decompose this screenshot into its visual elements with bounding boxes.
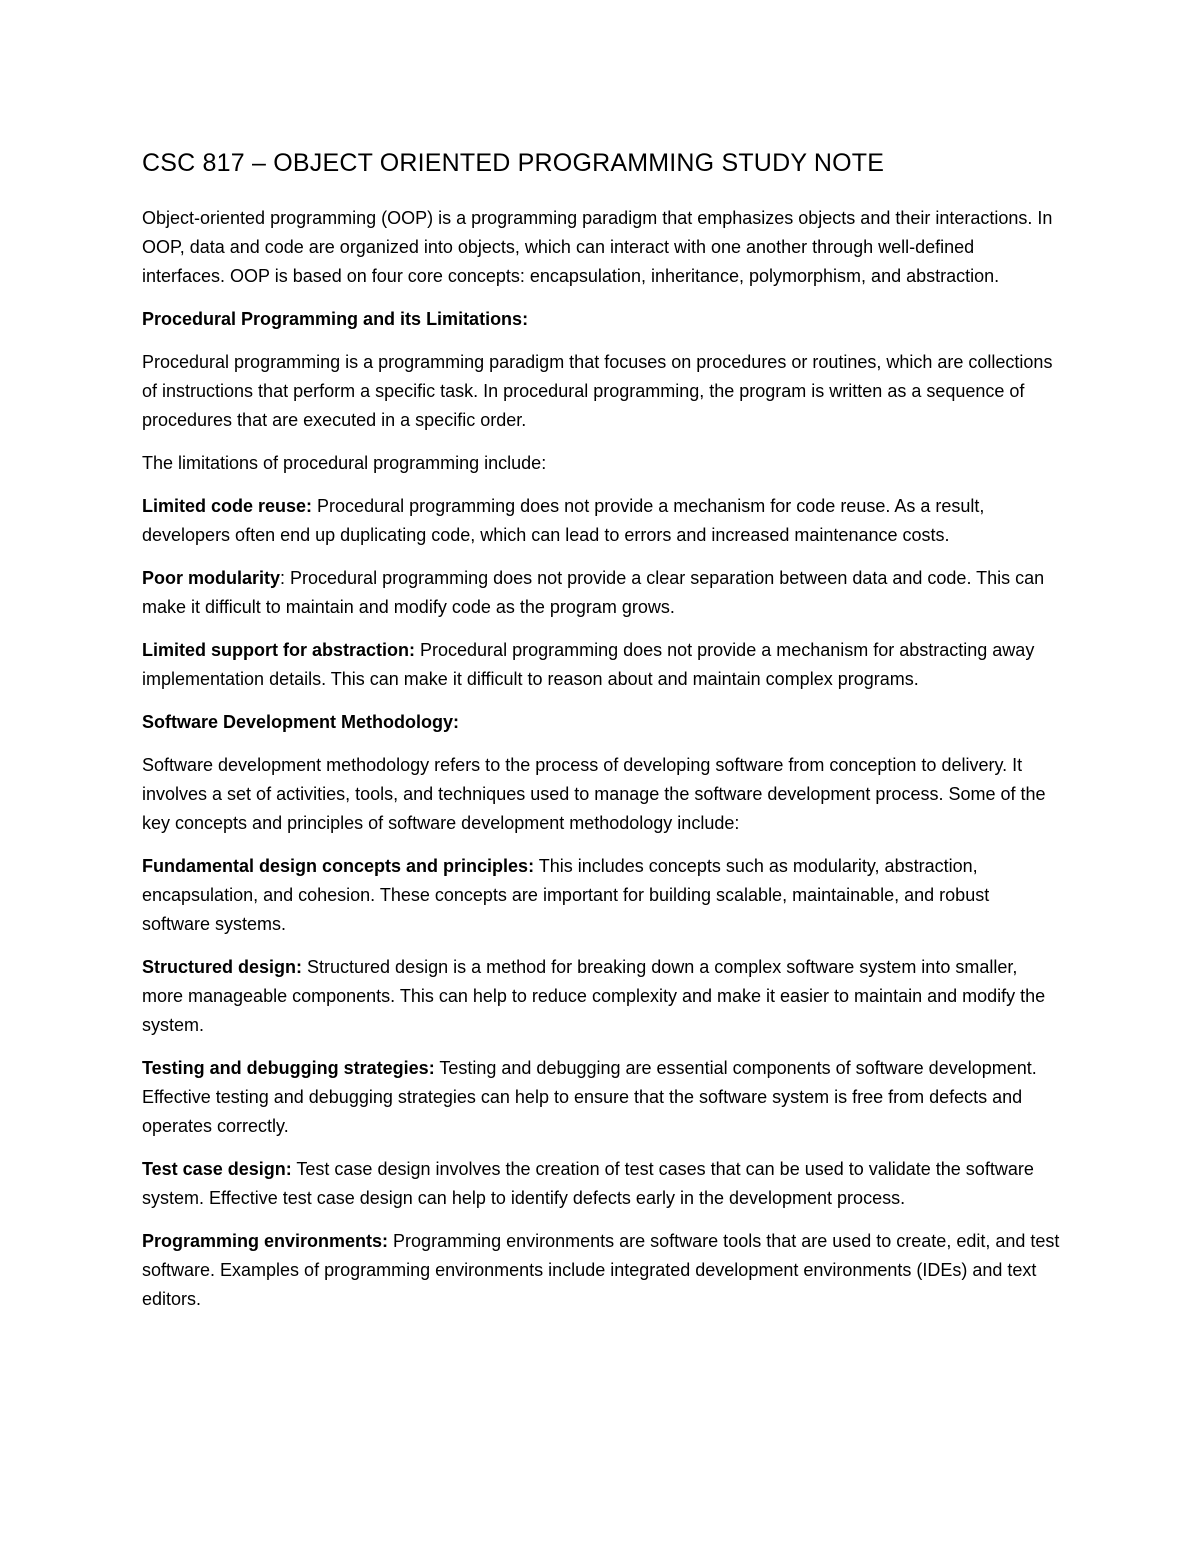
item-term: Testing and debugging strategies: (142, 1058, 435, 1078)
limitations-lead: The limitations of procedural programming include: (142, 453, 547, 473)
methodology-item (142, 852, 1062, 939)
item-term: Structured design: (142, 957, 303, 977)
item-text: Programming environments are software tools that are used to create, edit, and test software. Examples of programming environments include integrated development environments (IDEs) and text editors. (142, 1231, 1060, 1309)
item-text: Testing and debugging are essential components of software development. Effective testing and debugging strategies can help to ensure that the software system is free from defects and operates correctly. (142, 1058, 1037, 1136)
item-term: Poor modularity (142, 568, 281, 588)
document-page (142, 146, 1062, 1328)
methodology-item (142, 1227, 1062, 1314)
limitation-item (142, 564, 1062, 622)
methodology-item (142, 1054, 1062, 1141)
item-text: This includes concepts such as modularity, abstraction, encapsulation, and cohesion. These concepts are important for building scalable, maintainable, and robust software systems. (142, 856, 990, 934)
section-heading-procedural: Procedural Programming and its Limitations: (142, 309, 529, 329)
item-term: Limited support for abstraction: (142, 640, 416, 660)
section-heading-methodology: Software Development Methodology: (142, 712, 460, 732)
intro-paragraph: Object-oriented programming (OOP) is a programming paradigm that emphasizes objects and their interactions. In OOP, data and code are organized into objects, which can interact with one another through well-defined interfaces. OOP is based on four core concepts: encapsulation, inheritance, polymorphism, and abstraction. (142, 208, 1053, 286)
methodology-item (142, 1155, 1062, 1213)
item-text: Structured design is a method for breaking down a complex software system into smaller, more manageable components. This can help to reduce complexity and make it easier to maintain and modify the system. (142, 957, 1046, 1035)
item-text: : Procedural programming does not provide a clear separation between data and code. This can make it difficult to maintain and modify code as the program grows. (142, 568, 1045, 617)
page-title: CSC 817 – OBJECT ORIENTED PROGRAMMING STUDY NOTE (142, 149, 885, 177)
limitation-item (142, 492, 1062, 550)
item-term: Programming environments: (142, 1231, 389, 1251)
item-term: Test case design: (142, 1159, 292, 1179)
methodology-item (142, 953, 1062, 1040)
procedural-paragraph: Procedural programming is a programming paradigm that focuses on procedures or routines, which are collections of instructions that perform a specific task. In procedural programming, the program is written as a sequence of procedures that are executed in a specific order. (142, 352, 1053, 430)
item-text: Procedural programming does not provide a mechanism for code reuse. As a result, developers often end up duplicating code, which can lead to errors and increased maintenance costs. (142, 496, 985, 545)
item-term: Limited code reuse: (142, 496, 313, 516)
item-term: Fundamental design concepts and principles: (142, 856, 535, 876)
item-text: Procedural programming does not provide a mechanism for abstracting away implementation details. This can make it difficult to reason about and maintain complex programs. (142, 640, 1035, 689)
limitation-item (142, 636, 1062, 694)
item-text: Test case design involves the creation of test cases that can be used to validate the software system. Effective test case design can help to identify defects early in the development process. (142, 1159, 1034, 1208)
methodology-paragraph: Software development methodology refers to the process of developing software from conception to delivery. It involves a set of activities, tools, and techniques used to manage the software development process. Some of the key concepts and principles of software development methodology include: (142, 755, 1046, 833)
